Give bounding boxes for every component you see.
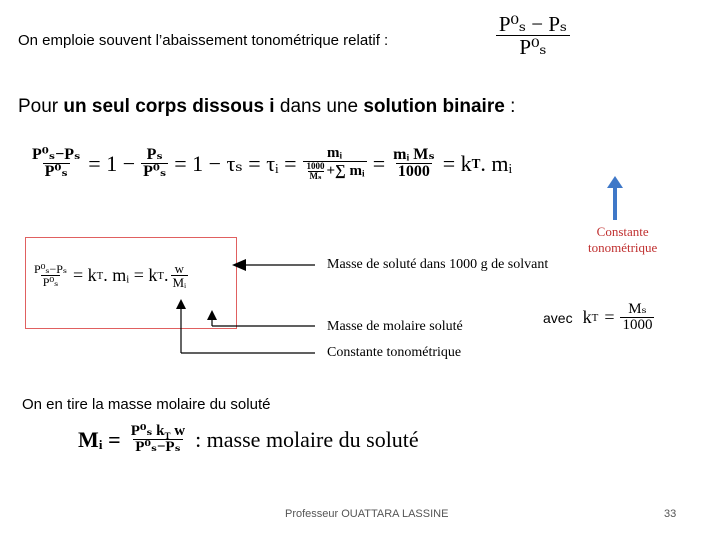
- constant-label: Constante tonométrique: [588, 224, 658, 256]
- annotation-constant: Constante tonométrique: [327, 345, 462, 360]
- conclusion-text: On en tire la masse molaire du soluté: [22, 396, 271, 413]
- annotation-mass-solute: Masse de soluté dans 1000 g de solvant: [327, 257, 549, 272]
- conclusion-equation: Mᵢ = $\frac{P^0_s k_T w}{\text{P⁰ₛ−Pₛ}}$ : masse molaire du soluté: [78, 423, 419, 455]
- footer-author: Professeur OUATTARA LASSINE: [285, 508, 449, 520]
- intro-ratio: $\frac{\text{P⁰ₛ − Pₛ}}{\text{P⁰ₛ}}$: [496, 14, 570, 58]
- boxed-equation: $\frac{\text{P⁰ₛ−Pₛ}}{\text{P⁰ₛ}}$ = k T . mᵢ = k T . $\frac{w}{\text{Mᵢ}}$: [34, 261, 187, 290]
- intro-text: On emploie souvent l’abaissement tonométrique relatif :: [18, 32, 389, 49]
- eq-lhs-fraction: $\frac{\text{P⁰ₛ−Pₛ}}{\text{P⁰ₛ}}$: [32, 145, 81, 180]
- avec-expression: avec k T = $\frac{\text{Mₛ}}{1000}$: [543, 301, 653, 333]
- arrowhead-icon: [207, 310, 217, 320]
- arrowhead-icon: [176, 299, 186, 309]
- annotation-molar-mass: Masse de molaire soluté: [327, 319, 463, 334]
- main-equation: $\frac{\text{P⁰ₛ−Pₛ}}{\text{P⁰ₛ}}$ = 1 − $\frac{\text{Pₛ}}{\text{P⁰ₛ}}$ = 1 − τₛ = τᵢ = mᵢ $\frac{1000}{\text{Mₛ}}$ +∑ mᵢ = $\frac{\text{mᵢ Mₛ}}{1000}$ = k T . mᵢ: [32, 145, 513, 181]
- section-heading: Pour un seul corps dissous i dans une solution binaire :: [18, 96, 516, 117]
- arrowhead-icon: [232, 259, 246, 271]
- page-number: 33: [664, 508, 677, 520]
